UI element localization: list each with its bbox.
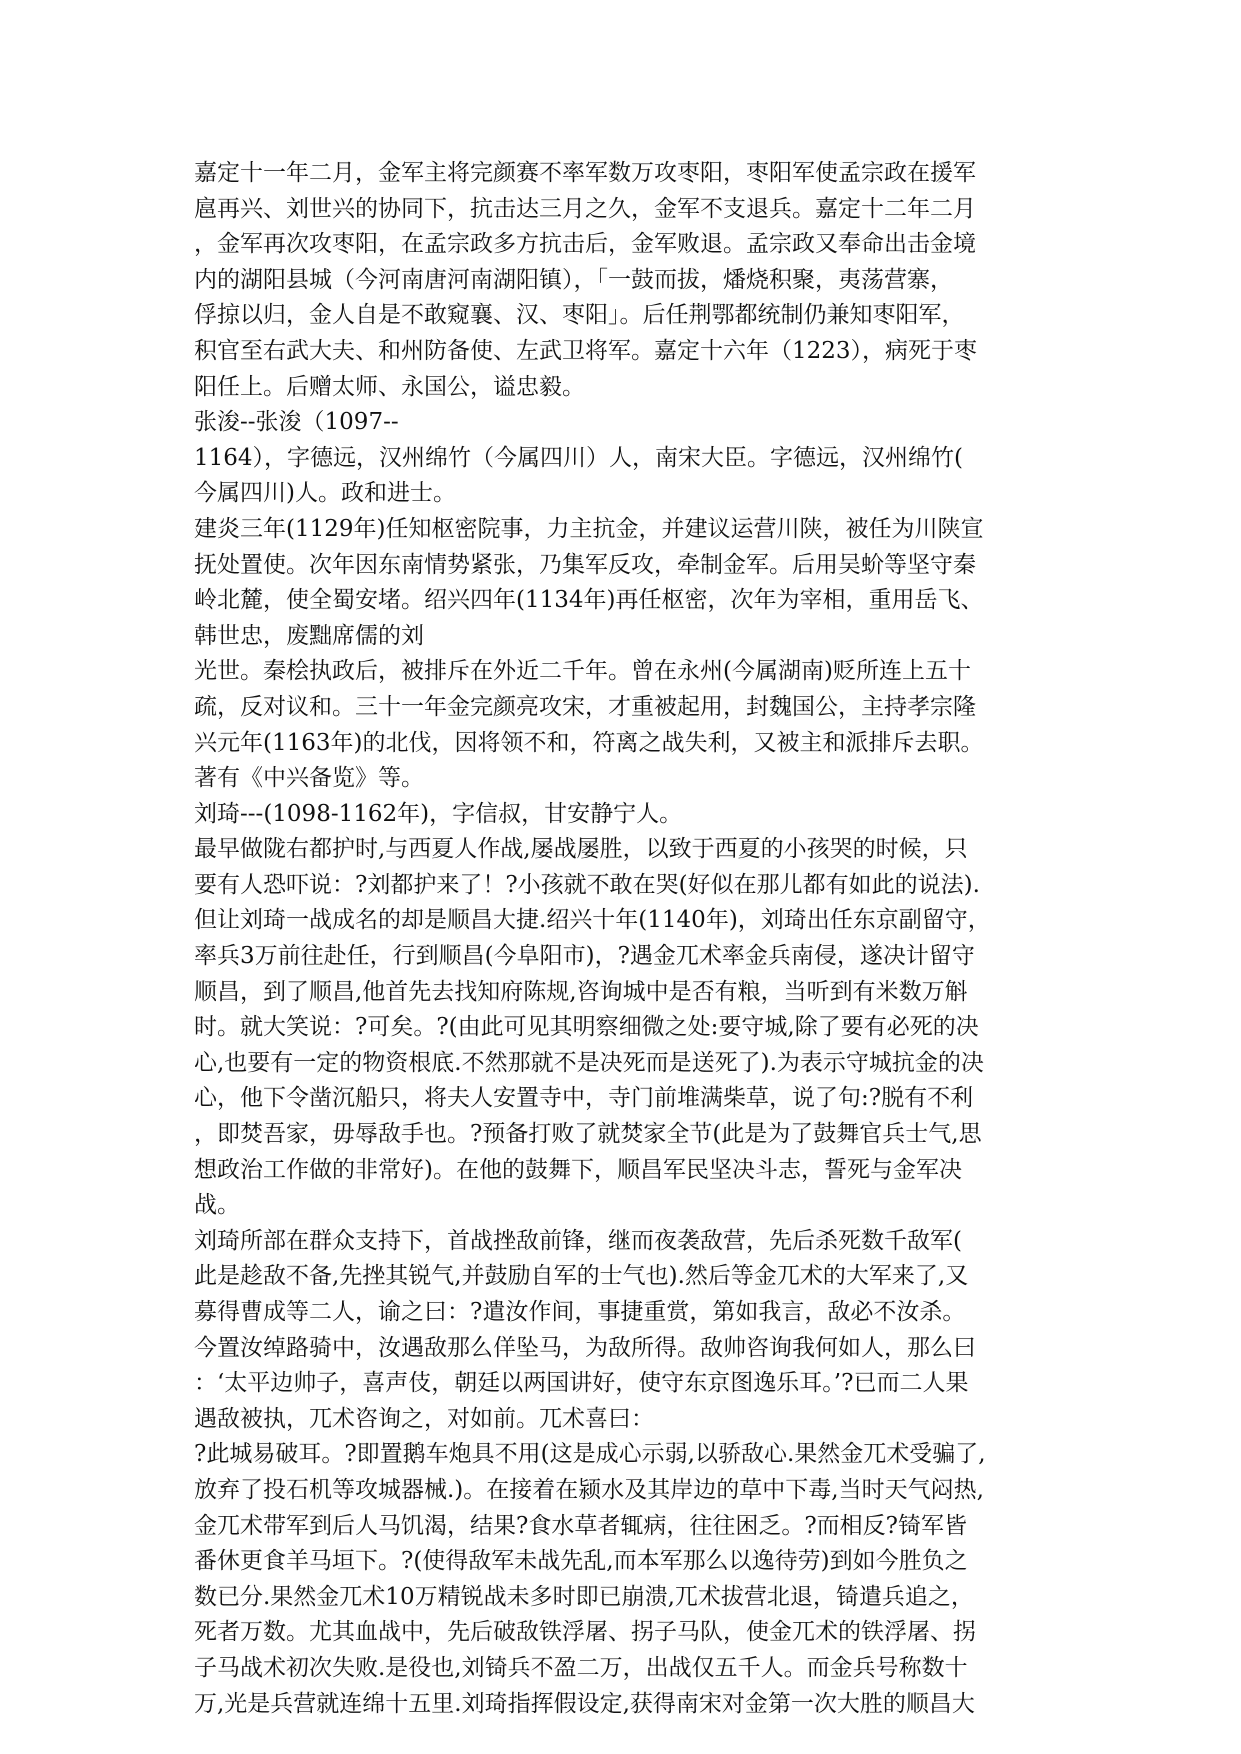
text-line: 光世。秦桧执政后，被排斥在外近二千年。曾在永州(今属湖南)贬所连上五十 (194, 658, 971, 685)
text-line: 死者万数。尤其血战中，先后破敌铁浮屠、拐子马队，使金兀术的铁浮屠、拐 (194, 1619, 976, 1646)
text-line: 率兵3万前往赴任，行到顺昌(今阜阳市)，?遇金兀术率金兵南侵，遂决计留守 (194, 943, 975, 970)
text-line: 最早做陇右都护时,与西夏人作战,屡战屡胜，以致于西夏的小孩哭的时候，只 (194, 836, 968, 863)
text-line: 想政治工作做的非常好)。在他的鼓舞下，顺昌军民坚决斗志，誓死与金军决 (194, 1156, 962, 1183)
text-line: 韩世忠，废黜席儒的刘 (194, 622, 424, 649)
text-line: 金兀术带军到后人马饥渴，结果?食水草者辄病，往往困乏。?而相反?锜军皆 (194, 1512, 967, 1539)
text-line: 心,也要有一定的物资根底.不然那就不是决死而是送死了).为表示守城抗金的决 (194, 1049, 984, 1076)
text-line: ，金军再次攻枣阳，在孟宗政多方抗击后，金军败退。孟宗政又奉命出击金境 (194, 231, 976, 258)
text-line: 刘琦所部在群众支持下，首战挫敌前锋，继而夜袭敌营，先后杀死数千敌军( (194, 1227, 962, 1254)
document-body (194, 156, 1052, 1722)
text-line: 心，他下令凿沉船只，将夫人安置寺中，寺门前堆满柴草，说了句:?脱有不利 (194, 1085, 974, 1112)
text-line: 兴元年(1163年)的北伐，因将领不和，符离之战失利，又被主和派排斥去职。 (194, 729, 984, 756)
text-line: 内的湖阳县城（今河南唐河南湖阳镇），「一鼓而拔，燔烧积聚，夷荡营寨， (194, 266, 953, 293)
text-line: 1164），字德远，汉州绵竹（今属四川）人，南宋大臣。字德远，汉州绵竹( (194, 444, 964, 471)
text-line: 抚处置使。次年因东南情势紧张，乃集军反攻，牵制金军。后用吴蚧等坚守秦 (194, 551, 976, 578)
text-line: 刘琦---(1098-1162年)，字信叔，甘安静宁人。 (194, 800, 683, 827)
text-line: 今置汝绰路骑中，汝遇敌那么佯坠马，为敌所得。敌帅咨询我何如人，那么曰 (194, 1334, 976, 1361)
text-line: ，即焚吾家，毋辱敌手也。?预备打败了就焚家全节(此是为了鼓舞官兵士气,思 (194, 1121, 982, 1148)
text-line: 数已分.果然金兀术10万精锐战未多时即已崩溃,兀术拔营北退，锜遣兵追之， (194, 1583, 974, 1610)
text-line: ?此城易破耳。?即置鹅车炮具不用(这是成心示弱,以骄敌心.果然金兀术受骗了, (194, 1441, 986, 1468)
text-line: 万,光是兵营就连绵十五里.刘琦指挥假设定,获得南宋对金第一次大胜的顺昌大 (194, 1690, 975, 1717)
text-line: 时。就大笑说：?可矣。?(由此可见其明察细微之处:要守城,除了要有必死的决 (194, 1014, 979, 1041)
text-line: 放弃了投石机等攻城器械.)。在接着在颍水及其岸边的草中下毒,当时天气闷热, (194, 1476, 984, 1503)
text-line: 募得曹成等二人，谕之曰：?遣汝作间，事捷重赏，第如我言，敌必不汝杀。 (194, 1299, 966, 1325)
text-line: 番休更食羊马垣下。?(使得敌军未战先乱,而本军那么以逸待劳)到如今胜负之 (194, 1548, 968, 1575)
text-line: 积官至右武大夫、和州防备使、左武卫将军。嘉定十六年（1223），病死于枣 (194, 337, 978, 364)
text-line: 嘉定十一年二月，金军主将完颜赛不率军数万攻枣阳，枣阳军使孟宗政在援军 (194, 160, 976, 186)
text-line: 此是趁敌不备,先挫其锐气,并鼓励自军的士气也).然后等金兀术的大军来了,又 (194, 1263, 969, 1290)
text-line: 俘掠以归，金人自是不敢窥襄、汉、枣阳」。后任荆鄂都统制仍兼知枣阳军， (194, 302, 965, 329)
text-line: 要有人恐吓说：?刘都护来了！?小孩就不敢在哭(好似在那儿都有如此的说法). (194, 871, 980, 898)
text-line: 疏，反对议和。三十一年金完颜亮攻宋，才重被起用，封魏国公，主持孝宗隆 (194, 693, 976, 720)
text-line: 顺昌，到了顺昌,他首先去找知府陈规,咨询城中是否有粮，当听到有米数万斛 (194, 978, 968, 1005)
text-line: 岭北麓，使全蜀安堵。绍兴四年(1134年)再任枢密，次年为宰相，重用岳飞、 (194, 587, 984, 614)
text-line: 今属四川)人。政和进士。 (194, 480, 456, 507)
text-line: 扈再兴、刘世兴的协同下，抗击达三月之久，金军不支退兵。嘉定十二年二月 (194, 195, 976, 222)
text-line: 建炎三年(1129年)任知枢密院事，力主抗金，并建议运营川陕，被任为川陕宣 (194, 515, 984, 542)
text-line: 遇敌被执，兀术咨询之，对如前。兀术喜曰： (194, 1405, 654, 1432)
text-line: 著有《中兴备览》等。 (194, 765, 424, 792)
text-line: 但让刘琦一战成名的却是顺昌大捷.绍兴十年(1140年)，刘琦出任东京副留守， (194, 907, 991, 934)
text-line: 阳任上。后赠太师、永国公，谥忠毅。 (194, 373, 585, 400)
text-line: 张浚--张浚（1097-- (194, 409, 399, 436)
text-line: 战。 (194, 1192, 240, 1219)
text-line: 子马战术初次失败.是役也,刘锜兵不盈二万，出战仅五千人。而金兵号称数十 (194, 1654, 968, 1681)
text-line: ：‘太平边帅子，喜声伎，朝廷以两国讲好，使守东京图逸乐耳。’?已而二人果 (194, 1370, 969, 1397)
